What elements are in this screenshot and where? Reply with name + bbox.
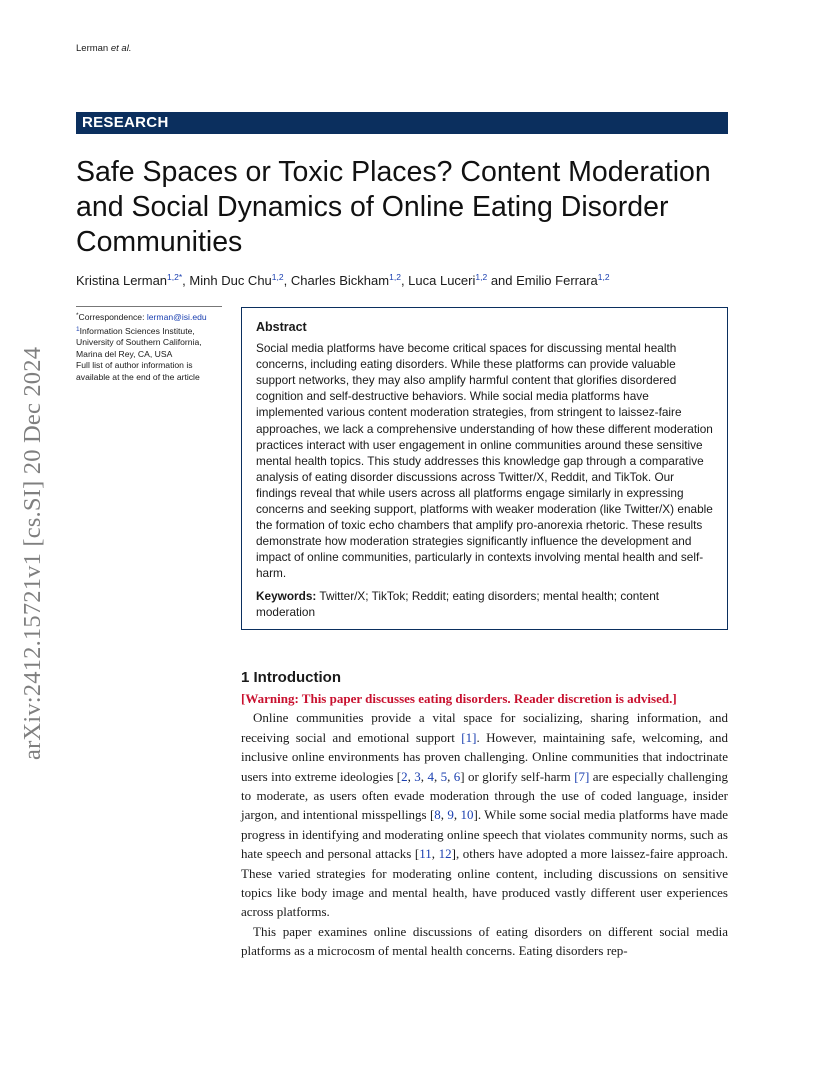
author-name: Minh Duc Chu bbox=[189, 273, 272, 288]
paragraph bbox=[241, 708, 728, 921]
introduction-paragraphs bbox=[241, 708, 728, 960]
author-affiliation-mark[interactable]: 1,2 bbox=[389, 272, 401, 282]
citation-link[interactable]: 4 bbox=[427, 768, 434, 784]
arxiv-identifier-stamp: arXiv:2412.15721v1 [cs.SI] 20 Dec 2024 bbox=[19, 346, 46, 760]
author-affiliation-mark[interactable]: 1,2 bbox=[475, 272, 488, 282]
author-separator: , bbox=[283, 273, 291, 288]
content-warning: [Warning: This paper discusses eating disorders. Reader discretion is advised.] bbox=[241, 691, 677, 706]
abstract-box bbox=[241, 307, 728, 630]
paragraph-text: , bbox=[420, 768, 428, 784]
author-affiliation-mark[interactable]: 1,2 bbox=[597, 272, 610, 282]
correspondence-mark: * bbox=[76, 312, 79, 319]
affiliation-mark: 1 bbox=[76, 325, 80, 333]
citation-link[interactable]: 8 bbox=[434, 807, 441, 823]
author-name: Charles Bickham bbox=[290, 273, 390, 288]
category-banner: RESEARCH bbox=[76, 112, 728, 134]
correspondence-note bbox=[76, 310, 228, 324]
paragraph-text: . However, maintaining safe, welcoming, and inclusive online environments has proven challenging. Online communities that indoctrinate users into extreme ideologies [ bbox=[241, 729, 728, 784]
citation-link[interactable]: 12 bbox=[438, 846, 452, 862]
affiliation-note bbox=[76, 324, 228, 361]
running-head bbox=[76, 43, 131, 54]
side-notes bbox=[76, 310, 228, 384]
section-heading-introduction: 1 Introduction bbox=[241, 669, 341, 686]
author-separator: and bbox=[487, 273, 517, 288]
running-head-etal: et al. bbox=[110, 43, 132, 54]
abstract-heading: Abstract bbox=[256, 320, 307, 334]
author-separator: , bbox=[182, 273, 190, 288]
citation-link[interactable]: 5 bbox=[440, 768, 448, 784]
paragraph-text: , bbox=[433, 768, 441, 784]
paragraph-text: ]. While some social media platforms have made progress in identifying and moderating online speech that violates community norms, such as hate speech and personal attacks [ bbox=[241, 807, 729, 862]
paragraph-text: , bbox=[431, 846, 439, 862]
paragraph-text: , bbox=[407, 768, 415, 784]
paragraph-text: ], others have adopted a more laissez-faire approach. These varied strategies for moderating online content, including discussions on sensitive topics like body image and mental health, have produced vastly different user experiences across platforms. bbox=[241, 846, 729, 920]
paragraph-text: , bbox=[440, 807, 448, 823]
paragraph bbox=[241, 922, 728, 961]
citation-link[interactable]: 2 bbox=[401, 768, 408, 784]
side-notes-divider bbox=[76, 306, 222, 307]
author-name: Luca Luceri bbox=[408, 273, 476, 288]
introduction-body bbox=[241, 689, 728, 961]
abstract-text: Social media platforms have become critical spaces for discussing mental health concerns, including eating disorders. While these platforms can provide valuable support networks, they may also amplify harmful content that glorifies disordered cognition and self-destructive behaviors. While social media platforms have implemented various content moderation strategies, from stringent to laissez-faire approaches, we lack a comprehensive understanding of how these different moderation practices interact with user engagement in online communities around these sensitive mental health topics. This study addresses this knowledge gap through a comparative analysis of eating disorder discussions across Twitter/X, Reddit, and TikTok. Our findings reveal that while users across all platforms engage similarly in expressing concerns and seeking support, platforms with weaker moderation (like Twitter/X) enable the formation of toxic echo chambers that amplify pro-anorexia rhetoric. These results demonstrate how moderation strategies significantly influence the development and impact of online communities, particularly in contexts involving mental health and self-harm. bbox=[256, 341, 713, 581]
correspondence-email-link[interactable]: lerman@isi.edu bbox=[146, 312, 207, 322]
citation-link[interactable]: 10 bbox=[460, 807, 474, 823]
citation-link[interactable]: 3 bbox=[414, 768, 421, 784]
paper-title: Safe Spaces or Toxic Places? Content Moderation and Social Dynamics of Online Eating Disorder Communities bbox=[76, 156, 711, 258]
author-list bbox=[76, 272, 610, 288]
citation-link[interactable]: 6 bbox=[453, 768, 461, 784]
paragraph-text: This paper examines online discussions of eating disorders on different social media platforms as a microcosm of mental health concerns. Eating disorders rep- bbox=[241, 923, 728, 959]
keywords bbox=[256, 588, 713, 620]
correspondence-label: Correspondence: bbox=[78, 312, 147, 322]
author-name: Emilio Ferrara bbox=[516, 273, 598, 288]
author-name: Kristina Lerman bbox=[76, 273, 168, 288]
author-info-note: Full list of author information is available at the end of the article bbox=[76, 360, 200, 382]
paragraph-text: , bbox=[447, 768, 454, 784]
paragraph-text: , bbox=[453, 807, 461, 823]
author-separator: , bbox=[400, 273, 409, 288]
author-affiliation-mark[interactable]: 1,2* bbox=[167, 272, 183, 282]
paragraph-text: are especially challenging to moderate, as users often evade moderation through the use of coded language, insider jargon, and intentional misspellings [ bbox=[241, 768, 729, 823]
keywords-list: Twitter/X; TikTok; Reddit; eating disorders; mental health; content moderation bbox=[256, 588, 660, 619]
citation-link[interactable]: [7] bbox=[574, 768, 590, 784]
paragraph-text: ] or glorify self-harm bbox=[460, 768, 575, 784]
running-head-author: Lerman bbox=[76, 43, 109, 54]
keywords-label: Keywords: bbox=[256, 588, 317, 603]
citation-link[interactable]: 9 bbox=[447, 807, 454, 823]
citation-link[interactable]: [1] bbox=[461, 729, 477, 745]
paragraph-text: Online communities provide a vital space for socializing, sharing information, and receiving social and emotional support bbox=[241, 710, 728, 745]
affiliation-text: Information Sciences Institute, University of Southern California, Marina del Rey, CA, USA bbox=[76, 325, 202, 359]
author-affiliation-mark[interactable]: 1,2 bbox=[271, 272, 284, 282]
citation-link[interactable]: 11 bbox=[419, 846, 432, 862]
